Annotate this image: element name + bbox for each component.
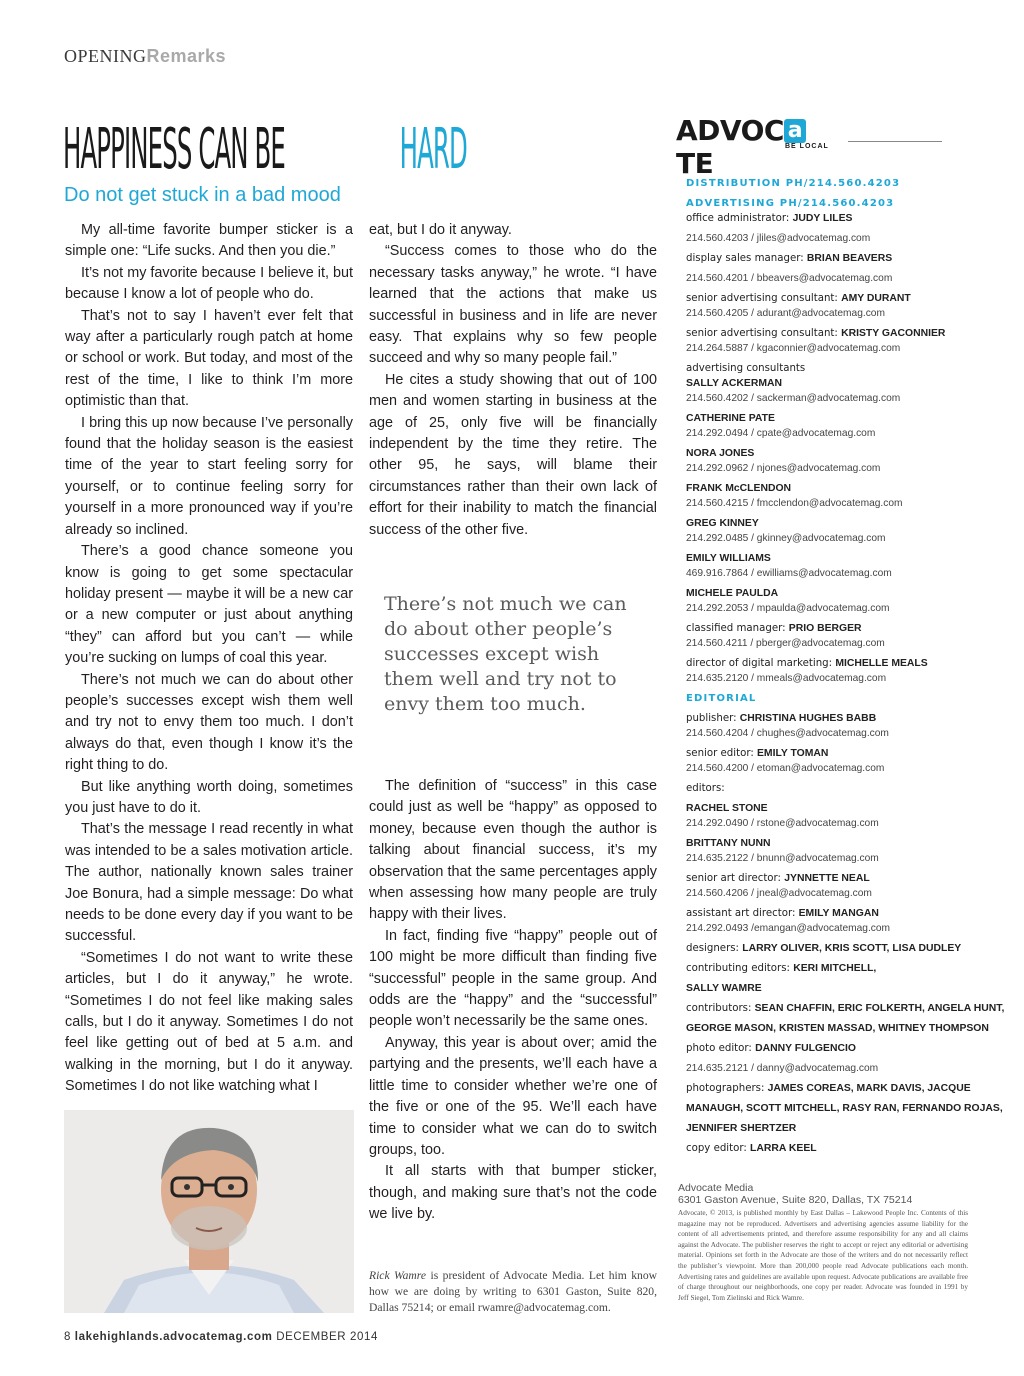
staff-name: JUDY LILES (792, 213, 853, 224)
contact: 214.560.4202 / sackerman@advocatemag.com (686, 393, 901, 404)
staff-name: GEORGE MASON, KRISTEN MASSAD, WHITNEY THOMPSON (686, 1023, 989, 1034)
logo-text-end: TE (676, 147, 714, 180)
imprint-address: 6301 Gaston Avenue, Suite 820, Dallas, TX 75214 (678, 1194, 913, 1206)
pull-quote: There’s not much we can do about other people’s successes except wish them well and try not to envy them too much. (384, 593, 627, 715)
staff-name: JENNIFER SHERTZER (686, 1123, 797, 1134)
role: senior advertising consultant: (686, 328, 842, 339)
staff-name: BRIAN BEAVERS (806, 253, 893, 264)
role: advertising consultants (686, 363, 806, 374)
contact: 214.292.0490 / rstone@advocatemag.com (686, 818, 879, 829)
staff-name: KRISTY GACONNIER (841, 328, 946, 339)
contact: 214.560.4201 / bbeavers@advocatemag.com (686, 273, 893, 284)
contact: 214.292.0494 / cpate@advocatemag.com (686, 428, 876, 439)
contact: 214.292.0493 /emangan@advocatemag.com (686, 923, 891, 934)
editorial-heading: EDITORIAL (686, 693, 757, 704)
staff-name: JYNNETTE NEAL (784, 873, 870, 884)
paragraph: But like anything worth doing, sometimes you just have to do it. (65, 778, 353, 816)
logo-text-start: ADVOC (676, 114, 784, 147)
paragraph: In fact, finding five “happy” people out of 100 might be more difficult than finding five “successful” people in the same group. And odds are the “happy” and the “successful” people won’t necessarily be the same ones. (369, 927, 657, 1030)
staff-name: CATHERINE PATE (686, 413, 775, 424)
author-photo (64, 1110, 354, 1313)
paragraph: It’s not my favorite because I believe it, but because I know a lot of people who do. (65, 264, 353, 303)
staff-name: SEAN CHAFFIN, ERIC FOLKERTH, ANGELA HUNT, (754, 1003, 1005, 1014)
masthead (686, 176, 1005, 1156)
paragraph: He cites a study showing that out of 100 men and women starting in business at the age of 25, only five will be financially independent by the time they retire. The other 95, he says, will blame their circumstances rather than their own lack of effort for their inability to match the financial success of the other five. (369, 371, 657, 538)
contact: 214.635.2121 / danny@advocatemag.com (686, 1063, 879, 1074)
paragraph: That’s the message I read recently in what was intended to be a sales motivation article. The author, nationally known sales trainer Joe Bonura, had a simple message: Do what needs to be done every day if you want to be successful. (65, 821, 353, 945)
contact: 214.635.2122 / bnunn@advocatemag.com (686, 853, 879, 864)
staff-name: FRANK McCLENDON (686, 483, 792, 494)
contact: 469.916.7864 / ewilliams@advocatemag.com (686, 568, 892, 579)
contact: 214.560.4211 / pberger@advocatemag.com (686, 638, 885, 649)
role: photo editor: (686, 1043, 756, 1054)
staff-name: EMILY MANGAN (798, 908, 879, 919)
headline-accent: HARD (399, 120, 467, 182)
advertising-heading: ADVERTISING PH/214.560.4203 (686, 198, 895, 209)
imprint (678, 1182, 968, 1303)
staff-name: LARRY OLIVER, KRIS SCOTT, LISA DUDLEY (742, 943, 962, 954)
paragraph: eat, but I do it anyway. (369, 222, 512, 238)
staff-name: MANAUGH, SCOTT MITCHELL, RASY RAN, FERNANDO ROJAS, (686, 1103, 1003, 1114)
paragraph: It all starts with that bumper sticker, though, and making sure that’s not the code we live by. (369, 1163, 657, 1223)
contact: 214.560.4215 / fmcclendon@advocatemag.com (686, 498, 903, 509)
imprint-fine-print: Advocate, © 2013, is published monthly by East Dallas – Lakewood People Inc. Contents of this magazine may not be reproduced. Advertisers and advertising agencies assume liability for the content of all advertisements printed, and therefore assume responsibility for any and all claims against the Advocate. The publisher reserves the right to accept or reject any editorial or advertising material. Opinions set forth in the Advocate are those of the writers and do not necessarily reflect the publisher’s viewpoint. More than 200,000 people read Advocate publications each month. Advertising rates and guidelines are available upon request. Advocate publications are available free of charge throughout our neighborhoods, one copy per reader. Advocate was founded in 1991 by Jeff Siegel, Tom Zielinski and Rick Wamre. (678, 1209, 968, 1302)
staff-name: NORA JONES (686, 448, 755, 459)
contact: 214.560.4200 / etoman@advocatemag.com (686, 763, 885, 774)
paragraph: “Sometimes I do not want to write these articles, but I do it anyway,” he wrote. “Sometimes I do not feel like making sales calls, but I do it anyway. Sometimes I do not feel like getting out of bed at 5 a.m. and walking in the morning, but I do it anyway. Sometimes I do not like watching what I (65, 949, 353, 1095)
staff-name: PRIO BERGER (788, 623, 862, 634)
contact: 214.264.5887 / kgaconnier@advocatemag.com (686, 343, 901, 354)
role: assistant art director: (686, 908, 799, 919)
contact: 214.635.2120 / mmeals@advocatemag.com (686, 673, 887, 684)
staff-name: DANNY FULGENCIO (755, 1043, 856, 1054)
role: classified manager: (686, 623, 789, 634)
staff-name: GREG KINNEY (686, 518, 759, 529)
role: editors: (686, 783, 725, 794)
imprint-company: Advocate Media (678, 1182, 754, 1194)
article-column-1 (65, 220, 353, 1098)
advocate-logo (676, 114, 841, 180)
paragraph: Anyway, this year is about over; amid the partying and the presents, we’ll each have a little time to consider whether we’re one of the five or one of the 95. We’ll each have time to consider what we can do to switch groups, too. (369, 1034, 657, 1158)
contact: 214.560.4204 / chughes@advocatemag.com (686, 728, 889, 739)
headline (63, 120, 503, 182)
contact: 214.560.4205 / adurant@advocatemag.com (686, 308, 885, 319)
role: contributors: (686, 1003, 755, 1014)
staff-name: SALLY WAMRE (686, 983, 762, 994)
headline-dark: HAPPINESS CAN BE (63, 120, 285, 182)
staff-name: BRITTANY NUNN (686, 838, 771, 849)
staff-name: EMILY WILLIAMS (686, 553, 771, 564)
section-label-secondary: Remarks (146, 46, 227, 66)
role: display sales manager: (686, 253, 807, 264)
role: director of digital marketing: (686, 658, 836, 669)
staff-name: CHRISTINA HUGHES BABB (739, 713, 877, 724)
logo-tagline: BE LOCAL (785, 143, 829, 150)
staff-name: SALLY ACKERMAN (686, 378, 783, 389)
author-bio-text: is president of Advocate Media. Let him know how we are doing by writing to 6301 Gaston, Suite 820, Dallas 75214; or email rwamre@advocatemag.com. (369, 1269, 658, 1314)
paragraph: There’s not much we can do about other people’s successes except wish them well and try not to envy them too much. I don’t always do that, even though I know it’s the right thing to do. (65, 671, 353, 774)
role: senior editor: (686, 748, 757, 759)
author-portrait-illustration (64, 1110, 354, 1313)
role: photographers: (686, 1083, 768, 1094)
staff-name: LARRA KEEL (750, 1143, 817, 1154)
distribution-heading: DISTRIBUTION PH/214.560.4203 (686, 178, 901, 189)
role: office administrator: (686, 213, 793, 224)
contact: 214.560.4206 / jneal@advocatemag.com (686, 888, 872, 899)
logo-a-mark: a (784, 119, 806, 143)
footer-issue: DECEMBER 2014 (276, 1331, 378, 1343)
contact: 214.292.2053 / mpaulda@advocatemag.com (686, 603, 890, 614)
article-column-2-top (369, 220, 657, 541)
staff-name: JAMES COREAS, MARK DAVIS, JACQUE (767, 1083, 971, 1094)
paragraph: I bring this up now because I’ve personally found that the holiday season is the easiest time of the year to start feeling sorry for yourself, or to continue feeling sorry for yourself in a more pronounced way if you’re already so inclined. (65, 414, 353, 538)
paragraph: There’s a good chance someone you know is going to get some spectacular holiday present — maybe it will be a new car or a new computer or just about anything “they” can afford but you can’t — while you’re sucking on lumps of coal this year. (65, 543, 353, 667)
staff-name: MICHELE PAULDA (686, 588, 779, 599)
role: senior advertising consultant: (686, 293, 842, 304)
section-label-primary: OPENING (64, 46, 147, 66)
contact: 214.560.4203 / jliles@advocatemag.com (686, 233, 871, 244)
page-number: 8 (64, 1331, 71, 1343)
masthead-rule (848, 141, 942, 142)
article-column-2-bottom (369, 776, 657, 1226)
staff-name: RACHEL STONE (686, 803, 768, 814)
contact: 214.292.0485 / gkinney@advocatemag.com (686, 533, 886, 544)
staff-name: EMILY TOMAN (757, 748, 829, 759)
role: contributing editors: (686, 963, 794, 974)
subhead: Do not get stuck in a bad mood (64, 184, 341, 206)
section-label (64, 46, 226, 67)
staff-name: MICHELLE MEALS (835, 658, 928, 669)
staff-name: AMY DURANT (841, 293, 911, 304)
role: copy editor: (686, 1143, 751, 1154)
staff-name: KERI MITCHELL, (793, 963, 877, 974)
role: designers: (686, 943, 743, 954)
paragraph: That’s not to say I haven’t ever felt that way after a particularly rough patch at home or school or work. But today, and most of the rest of the time, I like to think I’m more optimistic than that. (65, 307, 353, 410)
role: publisher: (686, 713, 740, 724)
footer-site: lakehighlands.advocatemag.com (74, 1331, 273, 1343)
page-footer (64, 1331, 378, 1343)
role: senior art director: (686, 873, 785, 884)
contact: 214.292.0962 / njones@advocatemag.com (686, 463, 881, 474)
author-bio (369, 1268, 657, 1316)
author-name: Rick Wamre (369, 1269, 427, 1282)
paragraph: “Success comes to those who do the necessary tasks anyway,” he wrote. “I have learned that the actions that make us successful in business and in life are never easy. That explains why so few people succeed and why so many people fail.” (369, 243, 657, 367)
paragraph: The definition of “success” in this case could just as well be “happy” as opposed to money, because even though the author is talking about financial success, it’s my observation that the same percentages apply when assessing how many people are truly happy with their lives. (369, 778, 657, 923)
paragraph: My all-time favorite bumper sticker is a simple one: “Life sucks. And then you die.” (65, 222, 353, 260)
